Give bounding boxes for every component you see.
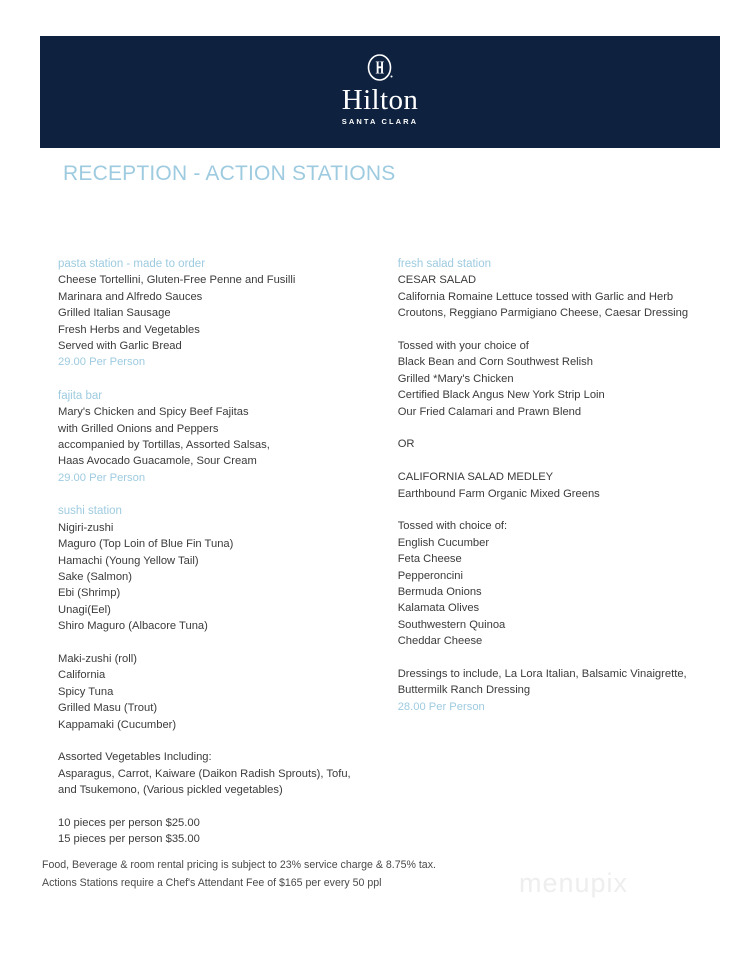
menu-item: Maguro (Top Loin of Blue Fin Tuna) <box>58 538 234 551</box>
menu-item: Maki-zushi (roll) <box>58 652 137 665</box>
menu-item: Ebi (Shrimp) <box>58 587 121 600</box>
menu-item: Hamachi (Young Yellow Tail) <box>58 554 199 567</box>
menu-item: Kappamaki (Cucumber) <box>58 718 177 731</box>
brand-banner <box>40 36 720 148</box>
menu-spacer <box>58 733 378 749</box>
hilton-h-circle-logo-icon <box>365 53 395 83</box>
menu-item: Shiro Maguro (Albacore Tuna) <box>58 620 208 633</box>
menu-item: Southwestern Quinoa <box>397 618 506 631</box>
menu-item: Unagi(Eel) <box>58 603 111 616</box>
menu-item: Kalamata Olives <box>397 602 480 615</box>
menu-item: Our Fried Calamari and Prawn Blend <box>397 405 582 418</box>
menu-section-price: 28.00 Per Person <box>397 700 485 713</box>
footer-notes <box>42 856 602 892</box>
page-title: RECEPTION - ACTION STATIONS <box>63 162 396 185</box>
property-name: SANTA CLARA <box>341 116 419 126</box>
menu-item: CALIFORNIA SALAD MEDLEY <box>397 471 554 484</box>
menu-item: Tossed with your choice of <box>397 340 529 353</box>
menu-item: Tossed with choice of: <box>397 520 508 533</box>
menu-item: Served with Garlic Bread <box>58 340 182 353</box>
menu-item: Grilled Italian Sausage <box>58 307 171 320</box>
menu-item: Black Bean and Corn Southwest Relish <box>397 356 593 369</box>
menu-item: Cheddar Cheese <box>397 635 483 648</box>
menu-item: Certified Black Angus New York Strip Loin <box>397 389 605 402</box>
menu-spacer <box>398 502 698 518</box>
menu-item: 15 pieces per person $35.00 <box>58 833 200 846</box>
menu-item: Buttermilk Ranch Dressing <box>397 684 531 697</box>
menu-section <box>398 256 698 715</box>
menu-item: California <box>58 669 106 682</box>
menu-section-price: 29.00 Per Person <box>58 356 146 369</box>
menu-item: Spicy Tuna <box>58 685 114 698</box>
menu-section-heading: fajita bar <box>58 389 103 402</box>
menu-item: Haas Avocado Guacamole, Sour Cream <box>58 455 257 468</box>
menu-item: Fresh Herbs and Vegetables <box>58 323 200 336</box>
footer-line-2: Actions Stations require a Chef's Attendant Fee of $165 per every 50 ppl <box>42 877 382 889</box>
menu-item: Cheese Tortellini, Gluten-Free Penne and Fusilli <box>58 274 296 287</box>
menu-item: Sake (Salmon) <box>58 570 132 583</box>
menu-item: CESAR SALAD <box>397 274 477 287</box>
menu-item: and Tsukemono, (Various pickled vegetables) <box>58 784 283 797</box>
menu-item: Bermuda Onions <box>397 586 482 599</box>
menu-item: Croutons, Reggiano Parmigiano Cheese, Caesar Dressing <box>397 307 689 320</box>
menu-item: California Romaine Lettuce tossed with Garlic and Herb <box>397 290 674 303</box>
menu-item: Marinara and Alfredo Sauces <box>58 290 203 303</box>
menu-section <box>58 388 378 486</box>
menu-spacer <box>398 453 698 469</box>
menu-item: Pepperoncini <box>397 569 463 582</box>
hilton-logo <box>342 53 419 128</box>
menu-item: Earthbound Farm Organic Mixed Greens <box>397 487 600 500</box>
menu-item: Nigiri-zushi <box>58 521 114 534</box>
menu-columns <box>58 256 698 848</box>
menu-section-heading: sushi station <box>58 505 122 518</box>
menu-section-heading: pasta station - made to order <box>58 258 206 270</box>
footer-line-1: Food, Beverage & room rental pricing is subject to 23% service charge & 8.75% tax. <box>42 859 436 871</box>
menu-section-heading: fresh salad station <box>397 258 492 270</box>
menu-item: Feta Cheese <box>397 553 462 566</box>
menu-spacer <box>398 420 698 436</box>
menu-item: Dressings to include, La Lora Italian, Balsamic Vinaigrette, <box>397 668 687 681</box>
menu-item: Assorted Vegetables Including: <box>58 751 212 764</box>
menu-spacer <box>58 799 378 815</box>
right-column <box>398 256 698 715</box>
menu-item: Grilled *Mary's Chicken <box>397 372 514 385</box>
menu-item: with Grilled Onions and Peppers <box>58 422 219 435</box>
menu-section <box>58 503 378 847</box>
menupix-watermark: menupix <box>519 868 629 898</box>
menu-spacer <box>58 635 378 651</box>
menu-item: Asparagus, Carrot, Kaiware (Daikon Radish Sprouts), Tofu, <box>58 767 351 780</box>
menu-section <box>58 256 378 371</box>
menu-section-price: 29.00 Per Person <box>58 471 146 484</box>
menu-item: 10 pieces per person $25.00 <box>58 816 200 829</box>
menu-item: accompanied by Tortillas, Assorted Salsas, <box>58 439 270 452</box>
menu-item: Mary's Chicken and Spicy Beef Fajitas <box>58 406 249 419</box>
brand-name: Hilton <box>341 83 419 116</box>
menu-item: Grilled Masu (Trout) <box>58 702 158 715</box>
menu-spacer <box>398 322 698 338</box>
menu-item: OR <box>397 438 415 451</box>
menu-item: English Cucumber <box>397 536 490 549</box>
left-column <box>58 256 378 848</box>
menu-spacer <box>398 650 698 666</box>
